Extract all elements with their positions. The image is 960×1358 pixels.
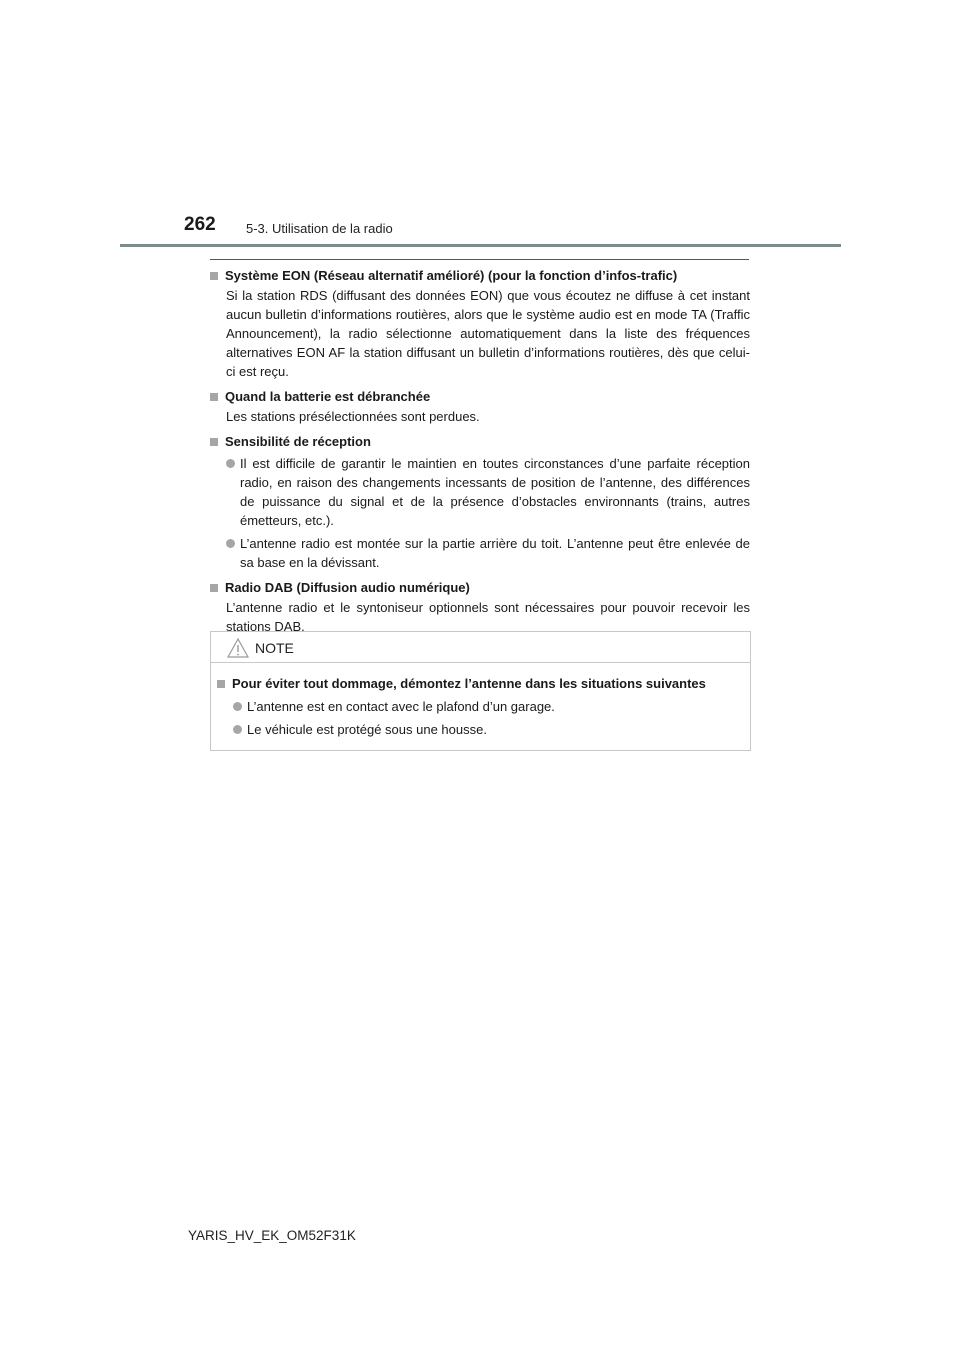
content-divider <box>210 259 749 260</box>
item-title: Quand la batterie est débranchée <box>210 387 750 407</box>
round-bullet-icon <box>226 459 235 468</box>
item-text: L’antenne radio et le syntoniseur optionnels sont nécessaires pour pouvoir recevoir les stations DAB. <box>226 600 750 634</box>
item-text: Les stations présélectionnées sont perdues. <box>226 409 480 424</box>
list-item: Il est difficile de garantir le maintien en toutes circonstances d’une parfaite réception radio, en raison des changements incessants de position de l’antenne, des différences de puissance du signal et de la présence d’obstacles environnants (trains, autres émetteurs, etc.). <box>226 454 750 530</box>
header-divider <box>120 244 841 247</box>
square-bullet-icon <box>210 272 218 280</box>
page-number: 262 <box>184 214 216 235</box>
round-bullet-icon <box>233 702 242 711</box>
item-title: Radio DAB (Diffusion audio numérique) <box>210 578 750 598</box>
item-eon <box>210 266 750 381</box>
square-bullet-icon <box>210 393 218 401</box>
item-title: Sensibilité de réception <box>210 432 750 452</box>
page-header <box>0 0 960 250</box>
section-title: 5-3. Utilisation de la radio <box>246 221 393 236</box>
list-item: L’antenne radio est montée sur la partie arrière du toit. L’antenne peut être enlevée de sa base en la dévissant. <box>226 534 750 572</box>
item-text: Si la station RDS (diffusant des données EON) que vous écoutez ne diffuse à cet instant aucun bulletin d’informations routières, alors que le système audio est en mode TA (Traffic Announcement), la radio sélectionne automatiquement dans la liste des fréquences alternatives EON AF la station diffusant un bulletin d’informations routières, dès que celui-ci est reçu. <box>226 288 750 379</box>
item-dab <box>210 578 750 636</box>
list-item: Le véhicule est protégé sous une housse. <box>233 720 744 739</box>
note-label: NOTE <box>255 640 294 656</box>
note-box <box>210 631 751 751</box>
warning-triangle-icon <box>227 638 249 658</box>
round-bullet-icon <box>226 539 235 548</box>
item-title: Système EON (Réseau alternatif amélioré) (pour la fonction d’infos-trafic) <box>210 266 750 286</box>
round-bullet-icon <box>233 725 242 734</box>
square-bullet-icon <box>210 584 218 592</box>
note-title: Pour éviter tout dommage, démontez l’antenne dans les situations suivantes <box>217 674 744 694</box>
content <box>210 266 750 642</box>
square-bullet-icon <box>210 438 218 446</box>
square-bullet-icon <box>217 680 225 688</box>
document-code: YARIS_HV_EK_OM52F31K <box>188 1228 356 1243</box>
note-header <box>211 632 750 663</box>
note-body <box>211 663 750 739</box>
list-item: L’antenne est en contact avec le plafond d’un garage. <box>233 697 744 716</box>
item-battery <box>210 387 750 426</box>
item-sensitivity <box>210 432 750 572</box>
